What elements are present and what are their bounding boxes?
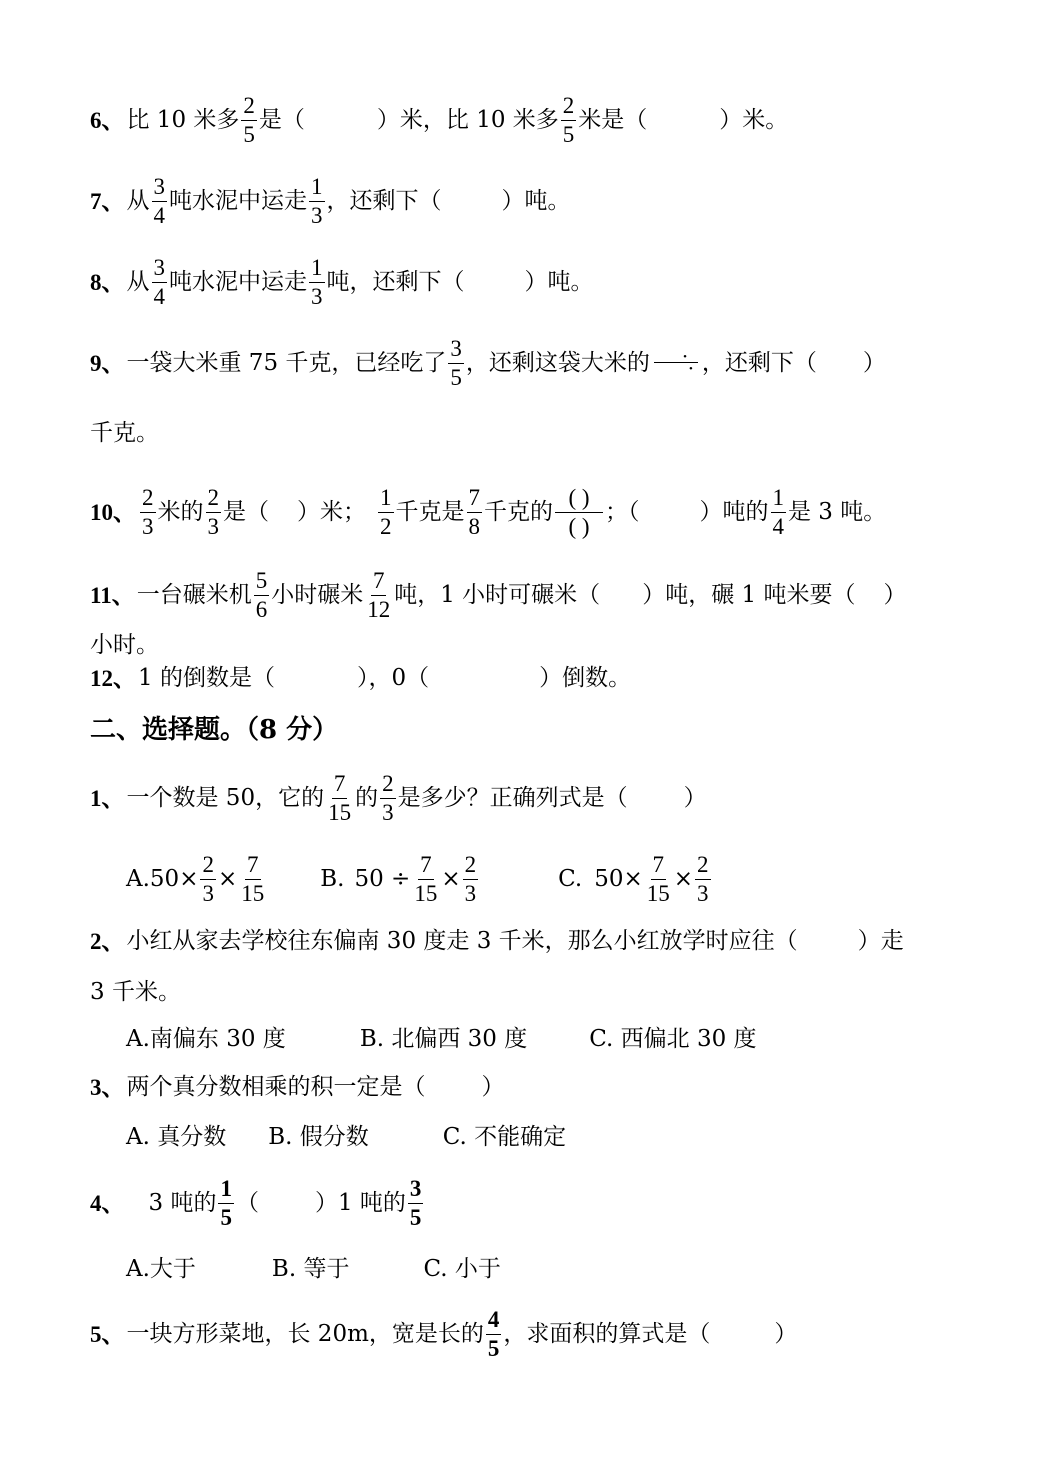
question-text: ） [774,1321,798,1348]
fraction: $\frac{7}{15}$ [241,852,265,907]
question-number: 2、 [90,929,125,954]
question-text: 吨，1 小时可碾米（ [394,582,601,609]
option-a[interactable]: A.大于 [126,1256,196,1282]
question-text: 一台碾米机 [136,582,252,609]
question-number: 1、 [90,786,125,812]
question-text: ，还剩下（ [701,350,817,377]
question-text: 3 千米。 [90,979,181,1005]
option-b[interactable]: B. 等于 [271,1256,350,1282]
fraction: $\frac{4}{5}$ [487,1307,500,1362]
question-text: ）吨。 [524,269,594,296]
question-text: ）吨，碾 1 吨米要（ [642,582,856,609]
fraction: $\frac{7}{8}$ [468,485,480,540]
fraction: $\frac{5}{6}$ [255,568,268,623]
option-a[interactable]: A. 真分数 [126,1124,227,1150]
question-number: 3、 [90,1075,125,1100]
question-text: 比 10 米多 [126,107,240,134]
fraction: $\frac{2}{3}$ [464,852,477,907]
option-c[interactable]: C. 50× $\frac{7}{15}$ × $\frac{2}{3}$ [558,852,709,907]
fraction: $\frac{2}{5}$ [562,93,575,148]
question-text: 小红从家去学校往东偏南 30 度走 3 千米，那么小红放学时应往（ [126,928,798,954]
option-b[interactable]: B. 假分数 [268,1124,369,1150]
question-text: 1 的倒数是（ [138,665,275,691]
option-b[interactable]: B. 北偏西 30 度 [359,1026,528,1052]
choice-options-1 [126,853,713,906]
fraction: $\frac{7}{15}$ [646,852,670,907]
section-heading: 二、选择题。（8 分） [90,715,339,745]
question-text: 是多少？正确列式是（ [397,785,628,812]
question-12 [90,667,631,690]
question-text: 两个真分数相乘的积一定是（ [126,1074,426,1100]
fraction: $\frac{7}{12}$ [367,568,391,623]
fraction: $\frac{2}{5}$ [243,93,255,148]
question-10 [90,486,886,539]
question-text: ）倒数。 [539,665,632,691]
question-9 [90,337,886,390]
choice-question-2-continued [90,981,181,1004]
fraction: $\frac{1}{2}$ [380,485,392,540]
option-c[interactable]: C. 西偏北 30 度 [589,1026,757,1052]
fraction: $\frac{1}{4}$ [772,485,784,540]
fraction: $\frac{3}{5}$ [450,336,462,391]
question-text: ） [481,1074,505,1100]
question-6 [90,94,788,147]
question-text: ）1 吨的 [314,1190,406,1217]
question-number: 4、 [90,1191,125,1217]
question-number: 8、 [90,270,125,296]
question-text: 吨，还剩下（ [326,269,465,296]
fraction: $\frac{1}{3}$ [311,255,323,310]
question-text: ）吨。 [501,188,571,215]
question-number: 12、 [90,666,136,691]
question-text: 从 [126,188,150,215]
choice-question-2 [90,930,904,953]
choice-options-4 [126,1258,501,1281]
question-11 [90,569,906,622]
choice-options-2 [126,1028,757,1051]
option-c[interactable]: C. 不能确定 [442,1124,567,1150]
question-number: 11、 [90,583,135,609]
question-text: 3 吨的 [148,1190,217,1217]
question-text: 千克的 [484,499,553,526]
question-text: ） [883,582,907,609]
question-text: 米是（ [578,107,648,134]
question-number: 9、 [90,351,125,377]
question-text: 小时。 [90,632,159,658]
fraction: $\frac{7}{15}$ [414,852,438,907]
question-8 [90,256,594,309]
question-text: ）吨的 [699,499,769,526]
question-text: ） [683,785,707,812]
question-text: ）米，比 10 米多 [376,107,559,134]
question-text: ；（ [605,499,640,526]
fraction: $\frac{2}{3}$ [697,852,709,907]
choice-question-1 [90,772,707,825]
question-text: ）米。 [719,107,789,134]
question-text: 的 [355,785,379,812]
question-number: 10、 [90,500,136,526]
question-text: 从 [126,269,150,296]
question-text: （ [235,1190,259,1217]
question-text: 是（ [258,107,305,134]
choice-question-5 [90,1308,797,1361]
question-text: 一个数是 50，它的 [126,785,325,812]
fraction-blank[interactable]: · · [654,350,698,377]
option-c[interactable]: C. 小于 [423,1256,501,1282]
question-9-continued [90,422,159,445]
question-text: ，还剩下（ [326,188,442,215]
question-text: 千克。 [90,420,159,446]
fraction: $\frac{2}{3}$ [382,771,394,826]
question-text: 是（ [223,499,269,526]
question-text: 吨水泥中运走 [169,269,307,296]
question-11-continued [90,634,159,657]
fraction: $\frac{7}{15}$ [328,771,352,826]
option-a[interactable]: A. 50× $\frac{2}{3}$ × $\frac{7}{15}$ [126,852,265,907]
question-text: ），0（ [356,665,430,691]
choice-options-3 [126,1126,566,1149]
fraction: $\frac{3}{5}$ [409,1176,422,1231]
question-text: 千克是 [395,499,465,526]
question-text: 吨水泥中运走 [169,188,307,215]
fraction: $\frac{1}{5}$ [220,1176,232,1231]
choice-question-4 [90,1177,425,1230]
question-number: 6、 [90,108,125,134]
fraction: $\frac{1}{3}$ [311,174,323,229]
question-text: 一袋大米重 75 千克，已经吃了 [126,350,447,377]
question-text: ，求面积的算式是（ [503,1321,711,1348]
fraction: $\frac{2}{3}$ [207,485,219,540]
question-number: 5、 [90,1322,125,1348]
question-text: ，还剩这袋大米的 [465,350,650,377]
question-text: ）米； [297,499,366,526]
question-text: 小时碾米 [271,582,364,609]
question-text: 米的 [157,499,204,526]
question-text: ） [862,350,886,377]
question-text: 一块方形菜地，长 20m，宽是长的 [126,1321,484,1348]
question-7 [90,175,571,228]
question-text: 是 3 吨。 [788,499,887,526]
fraction: $\frac{3}{4}$ [153,255,165,310]
fraction: $\frac{3}{4}$ [153,174,165,229]
option-b[interactable]: B. 50 ÷ $\frac{7}{15}$ × $\frac{2}{3}$ [320,852,477,907]
option-a[interactable]: A.南偏东 30 度 [126,1026,286,1052]
fraction: $\frac{2}{3}$ [142,485,154,540]
choice-question-3 [90,1076,505,1099]
fraction-blank[interactable]: $\frac{( )}{( )}$ [555,486,603,539]
question-number: 7、 [90,189,125,215]
fraction: $\frac{2}{3}$ [202,852,214,907]
question-text: ）走 [857,928,904,954]
